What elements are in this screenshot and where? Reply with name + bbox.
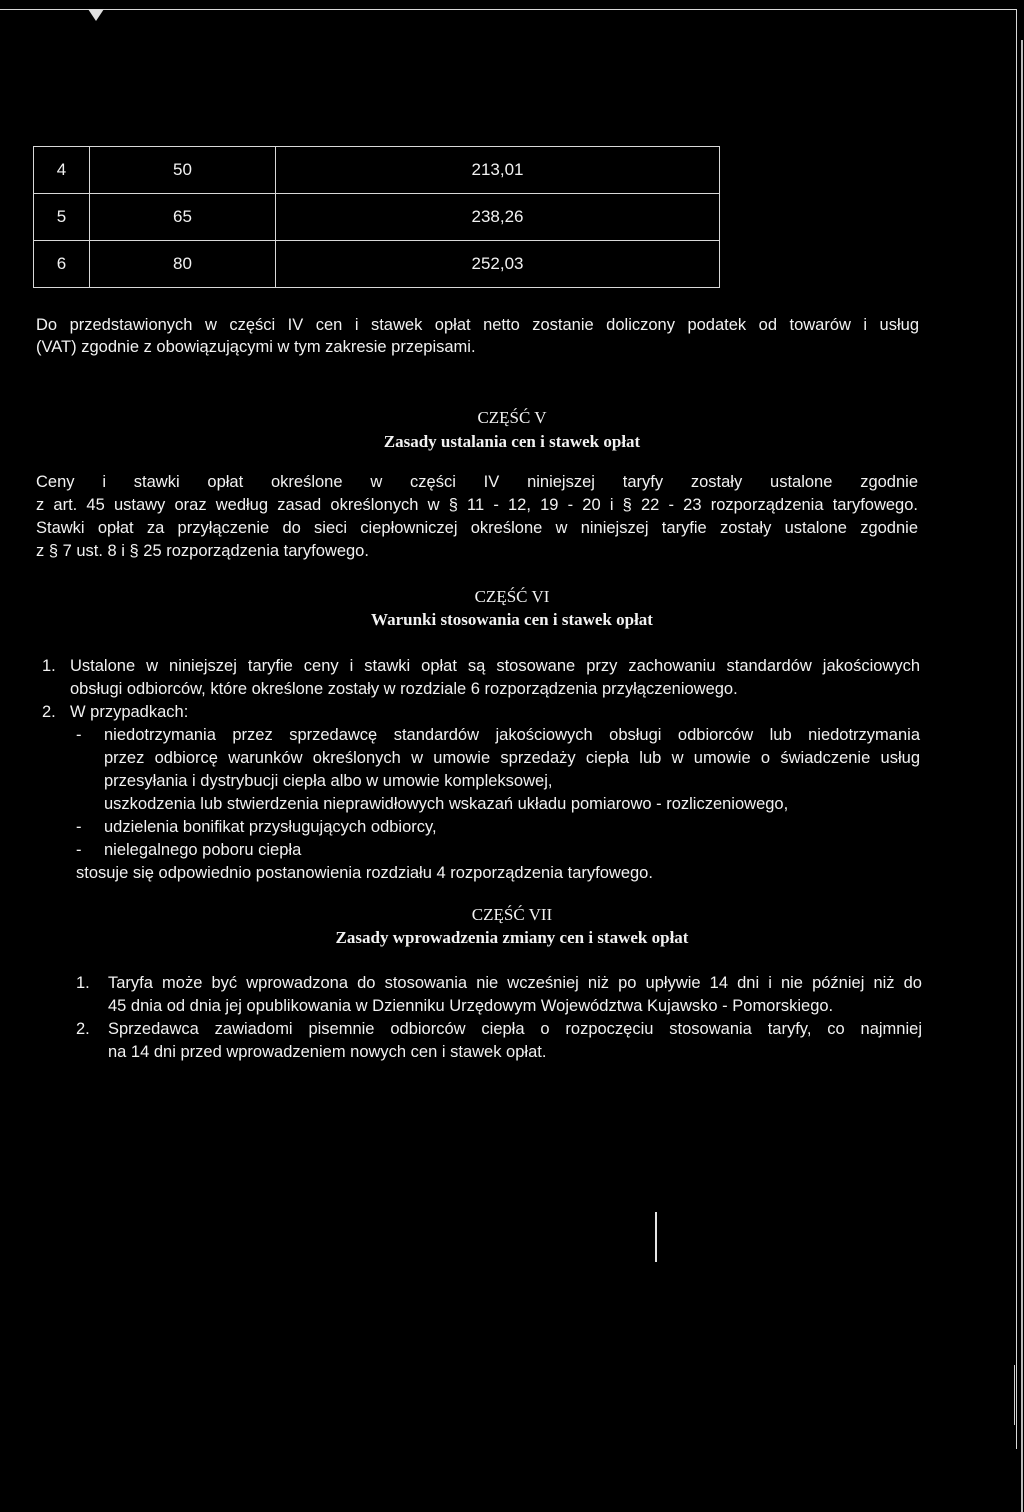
table-row — [34, 147, 720, 194]
bullet-line: niedotrzymania przez sprzedawcę standardów jakościowych obsługi odbiorców lub niedotrzymania — [104, 726, 920, 744]
section-title: Zasady ustalania cen i stawek opłat — [383, 432, 641, 451]
bullet-line: nielegalnego poboru ciepła — [104, 841, 302, 859]
page-frame-tick — [1014, 1365, 1015, 1425]
list-number: 1. — [42, 657, 56, 675]
row-value: 80 — [90, 241, 276, 288]
list-item-line: Taryfa może być wprowadzona do stosowania nie wcześniej niż po upływie 14 dni i nie później niż do — [108, 974, 922, 992]
dash-bullet: - — [76, 818, 82, 836]
vat-note-line: Do przedstawionych w części IV cen i stawek opłat netto zostanie doliczony podatek od towarów i usług — [36, 316, 919, 334]
dash-bullet: - — [76, 841, 82, 859]
table-row — [34, 194, 720, 241]
section-title: Warunki stosowania cen i stawek opłat — [371, 610, 653, 629]
list-item-line: W przypadkach: — [70, 703, 189, 721]
paragraph-line: z art. 45 ustawy oraz według zasad określonych w § 11 - 12, 19 - 20 i § 22 - 23 rozporządzenia taryfowego. — [36, 496, 918, 514]
list-number: 2. — [76, 1020, 90, 1038]
page-frame-top — [0, 9, 1016, 10]
paragraph-line: z § 7 ust. 8 i § 25 rozporządzenia taryfowego. — [36, 542, 369, 560]
row-value: 50 — [90, 147, 276, 194]
row-number: 6 — [34, 241, 90, 288]
row-price: 238,26 — [276, 194, 720, 241]
dash-bullet: - — [76, 726, 82, 744]
list-number: 1. — [76, 974, 90, 992]
paragraph-line: Ceny i stawki opłat określone w części IV niniejszej taryfy zostały ustalone zgodnie — [36, 473, 918, 491]
page-frame-right — [1016, 9, 1017, 1449]
scan-artifact-line — [655, 1212, 657, 1262]
list-item-line: na 14 dni przed wprowadzeniem nowych cen i stawek opłat. — [108, 1043, 547, 1061]
closing-line: stosuje się odpowiednio postanowienia rozdziału 4 rozporządzenia taryfowego. — [76, 864, 653, 882]
vat-note-line: (VAT) zgodnie z obowiązującymi w tym zakresie przepisami. — [36, 338, 476, 356]
bullet-line: udzielenia bonifikat przysługujących odbiorcy, — [104, 818, 437, 836]
list-item-line: Ustalone w niniejszej taryfie ceny i stawki opłat są stosowane przy zachowaniu standardów jakościowych — [70, 657, 920, 675]
list-item-line: 45 dnia od dnia jej opublikowania w Dzienniku Urzędowym Województwa Kujawsko - Pomorskiego. — [108, 997, 834, 1015]
scan-mark-icon — [88, 9, 104, 21]
table-row — [34, 241, 720, 288]
section-heading: CZĘŚĆ V — [477, 408, 547, 427]
bullet-line: przez odbiorcę warunków określonych w umowie sprzedaży ciepła lub w umowie o świadczenie usług — [104, 749, 920, 767]
paragraph-line: Stawki opłat za przyłączenie do sieci ciepłowniczej określone w niniejszej taryfie zostały ustalone zgodnie — [36, 519, 918, 537]
row-number: 4 — [34, 147, 90, 194]
row-price: 213,01 — [276, 147, 720, 194]
page-frame-edge — [1021, 40, 1023, 1512]
section-heading: CZĘŚĆ VII — [471, 905, 553, 924]
list-item-line: Sprzedawca zawiadomi pisemnie odbiorców ciepła o rozpoczęciu stosowania taryfy, co najmniej — [108, 1020, 922, 1038]
section-title: Zasady wprowadzenia zmiany cen i stawek opłat — [335, 928, 689, 947]
bullet-line: przesyłania i dystrybucji ciepła albo w umowie kompleksowej, — [104, 772, 553, 790]
list-number: 2. — [42, 703, 56, 721]
section-heading: CZĘŚĆ VI — [474, 587, 550, 606]
bullet-line: uszkodzenia lub stwierdzenia nieprawidłowych wskazań układu pomiarowo - rozliczeniowego, — [104, 795, 789, 813]
row-number: 5 — [34, 194, 90, 241]
row-value: 65 — [90, 194, 276, 241]
row-price: 252,03 — [276, 241, 720, 288]
list-item-line: obsługi odbiorców, które określone zostały w rozdziale 6 rozporządzenia przyłączeniowego. — [70, 680, 738, 698]
rates-table — [33, 146, 720, 288]
